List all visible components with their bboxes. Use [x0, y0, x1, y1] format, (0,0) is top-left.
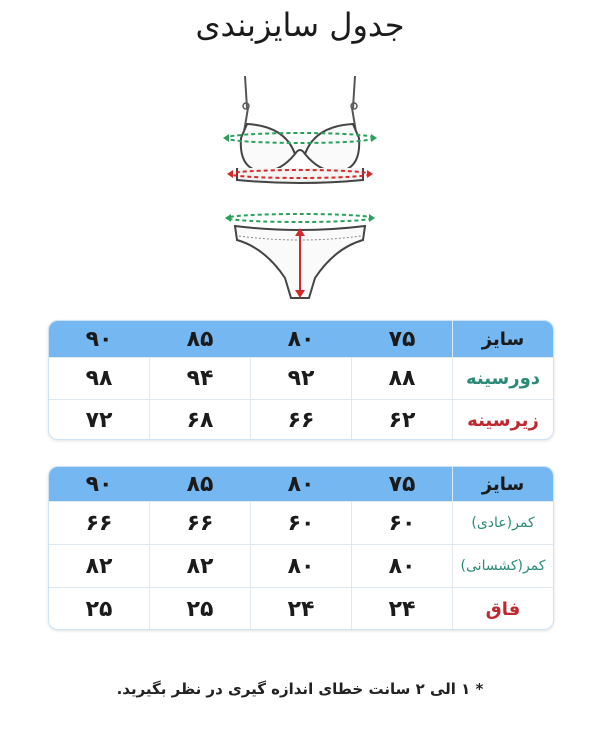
table-cell: ۸۰	[250, 545, 351, 587]
bra-size-table	[48, 320, 554, 440]
table-row	[49, 501, 553, 544]
size-cell: ۷۵	[351, 321, 452, 357]
table-cell: ۲۴	[250, 588, 351, 630]
table-cell: ۶۶	[85, 510, 113, 536]
size-cell: ۸۵	[149, 467, 250, 501]
size-cell: ۸۰	[250, 321, 351, 357]
table-cell: ۲۴	[351, 588, 452, 630]
panty-size-table	[48, 466, 554, 630]
size-cell: ۹۰	[85, 326, 113, 352]
size-header: سایز	[452, 467, 553, 501]
bust-label: دورسینه	[452, 358, 553, 399]
table-row	[49, 587, 553, 630]
table-cell: ۶۶	[149, 502, 250, 544]
bra-and-panty-measurement-icon	[215, 68, 385, 308]
size-cell: ۸۵	[149, 321, 250, 357]
size-cell: ۹۰	[85, 471, 113, 497]
table-cell: ۸۰	[351, 545, 452, 587]
table-cell: ۶۲	[351, 400, 452, 440]
underbust-label: زیرسینه	[452, 400, 553, 440]
table-cell: ۹۴	[149, 358, 250, 399]
size-header: سایز	[452, 321, 553, 357]
table-row	[49, 544, 553, 587]
table-cell: ۶۰	[250, 502, 351, 544]
table-cell: ۸۲	[85, 553, 113, 579]
size-cell: ۸۰	[250, 467, 351, 501]
table-cell: ۶۶	[250, 400, 351, 440]
rise-label: فاق	[452, 588, 553, 630]
table-cell: ۲۵	[85, 596, 113, 622]
table-row	[49, 357, 553, 399]
table-cell: ۹۲	[250, 358, 351, 399]
table-cell: ۹۸	[85, 366, 113, 391]
table-cell: ۸۸	[351, 358, 452, 399]
table-cell: ۸۲	[149, 545, 250, 587]
waist-elastic-label: کمر(کشسانی)	[452, 545, 553, 587]
waist-normal-label: کمر(عادی)	[452, 502, 553, 544]
measurement-note: * ۱ الی ۲ سانت خطای اندازه گیری در نظر بگیرید.	[116, 680, 484, 698]
table-header-row	[49, 467, 553, 501]
table-header-row	[49, 321, 553, 357]
table-cell: ۶۸	[149, 400, 250, 440]
table-cell: ۶۰	[351, 502, 452, 544]
table-row	[49, 399, 553, 440]
table-cell: ۲۵	[149, 588, 250, 630]
size-cell: ۷۵	[351, 467, 452, 501]
table-cell: ۷۲	[85, 408, 113, 433]
page-title: جدول سایزبندی	[195, 6, 405, 44]
